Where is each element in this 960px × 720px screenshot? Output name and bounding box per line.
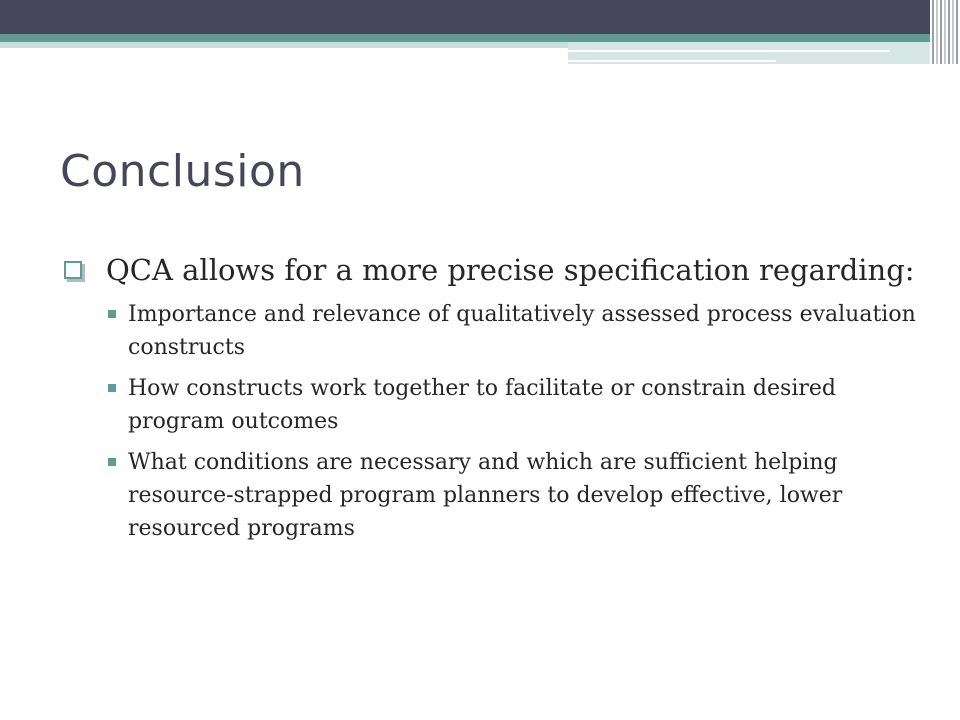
slide-content <box>60 250 920 553</box>
slide-title: Conclusion <box>60 146 305 197</box>
sub-bullet-item <box>106 372 920 438</box>
header-band-light <box>0 42 568 48</box>
main-bullet-text: QCA allows for a more precise specification regarding: <box>106 253 915 287</box>
header-accent-line <box>568 50 890 52</box>
hollow-square-bullet-icon <box>64 261 82 279</box>
filled-square-bullet-icon <box>108 310 116 318</box>
sub-bullet-item <box>106 298 920 364</box>
header-accent-line-short <box>568 60 776 62</box>
header-stripes-decoration <box>930 0 960 64</box>
filled-square-bullet-icon <box>108 458 116 466</box>
sub-bullet-text: What conditions are necessary and which are sufficient helping resource-strapped program planners to develop effective, lower resourced programs <box>128 450 843 541</box>
header-band-dark <box>0 0 960 34</box>
header-band-teal <box>0 34 960 42</box>
sub-bullet-list <box>60 298 920 545</box>
sub-bullet-text: How constructs work together to facilitate or constrain desired program outcomes <box>128 376 836 434</box>
sub-bullet-text: Importance and relevance of qualitatively assessed process evaluation constructs <box>128 302 916 360</box>
main-bullet-item <box>60 250 920 290</box>
sub-bullet-item <box>106 446 920 545</box>
filled-square-bullet-icon <box>108 384 116 392</box>
